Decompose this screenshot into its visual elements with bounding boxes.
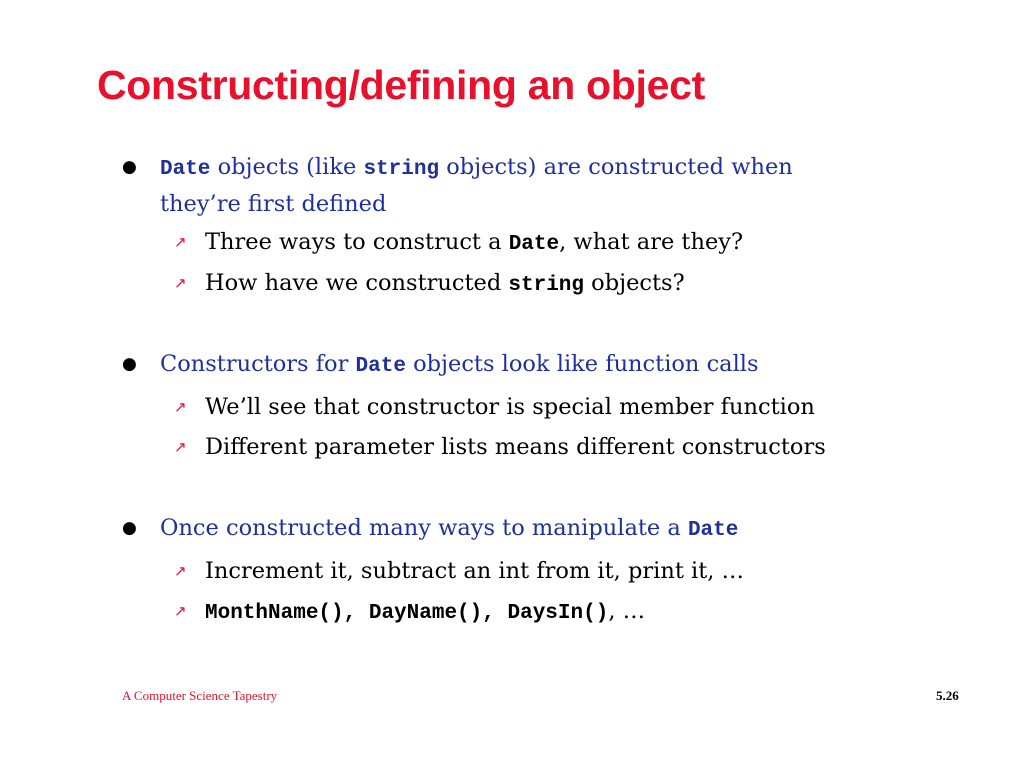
arrow-up-right-icon: ↗ [174, 233, 187, 251]
code-term: Date [687, 519, 739, 542]
arrow-up-right-icon: ↗ [174, 438, 187, 456]
bullet-text: objects look like function calls [405, 351, 759, 377]
code-term: Date [160, 158, 211, 181]
bullet-item [122, 347, 920, 384]
arrow-up-right-icon: ↗ [174, 562, 187, 580]
code-term: MonthName() [205, 602, 344, 625]
bullet-item [122, 511, 920, 548]
sub-bullet-item [174, 390, 965, 424]
sub-bullet-item [174, 430, 965, 464]
sub-bullet-text: , … [608, 598, 646, 624]
footer-course-title: A Computer Science Tapestry [122, 688, 278, 703]
code-term: Date [508, 233, 560, 256]
bullet-text: Once constructed many ways to manipulate a [160, 515, 688, 541]
code-term: DaysIn() [507, 602, 609, 625]
arrow-up-right-icon: ↗ [174, 398, 187, 416]
code-term: Date [355, 355, 406, 378]
code-term: string [363, 158, 440, 181]
bullet-dot-icon: ● [122, 157, 137, 177]
code-term: string [508, 274, 585, 297]
bullet-text: Constructors for [160, 351, 356, 377]
sub-bullet-item [174, 225, 965, 262]
bullet-text: they’re first defined [160, 191, 387, 217]
bullet-dot-icon: ● [122, 354, 137, 374]
slide-title: Constructing/defining an object [97, 62, 705, 108]
bullet-item [122, 150, 920, 221]
sub-bullet-item [174, 554, 965, 588]
bullet-dot-icon: ● [122, 518, 137, 538]
arrow-up-right-icon: ↗ [174, 274, 187, 292]
sub-bullet-text: Three ways to construct a [205, 229, 509, 255]
code-separator: , [482, 602, 508, 625]
sub-bullet-item [174, 594, 965, 631]
bullet-text: objects) are constructed when [439, 154, 793, 180]
sub-bullet-text: objects? [584, 270, 685, 296]
sub-bullet-text: We’ll see that constructor is special member function [205, 394, 815, 420]
sub-bullet-text: , what are they? [559, 229, 744, 255]
sub-bullet-text: Increment it, subtract an int from it, print it, … [205, 558, 745, 584]
slide-number: 5.26 [936, 688, 959, 703]
arrow-up-right-icon: ↗ [174, 602, 187, 620]
bullet-text: objects (like [210, 154, 364, 180]
sub-bullet-text: How have we constructed [205, 270, 509, 296]
code-separator: , [343, 602, 369, 625]
sub-bullet-item [174, 266, 965, 303]
code-term: DayName() [368, 602, 483, 625]
sub-bullet-text: Different parameter lists means different constructors [205, 434, 826, 460]
